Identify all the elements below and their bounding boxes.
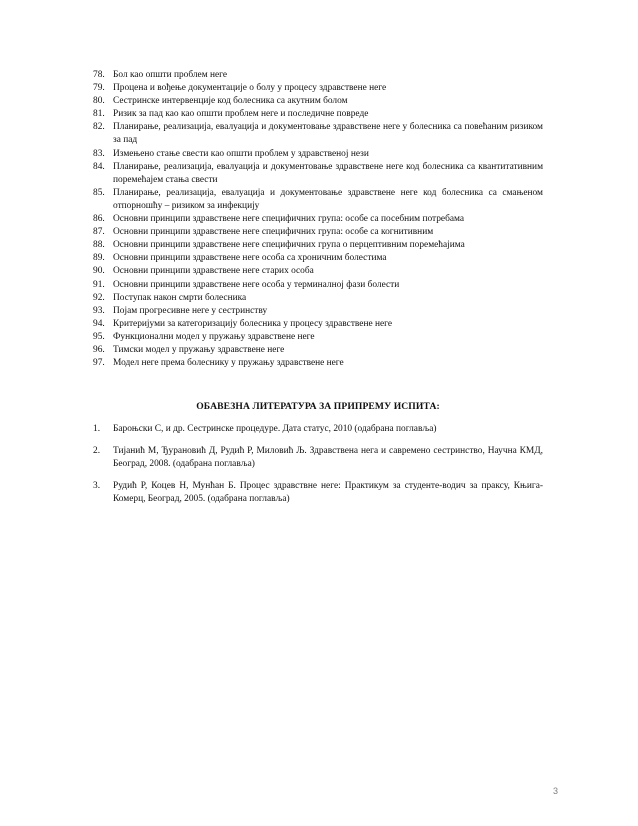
item-text: Планирање, реализација, евалуација и документовање здравствене неге код болесника са смањеном отпорношћу – ризиком за инфекцију [113, 187, 543, 211]
item-number: 91. [93, 279, 105, 290]
list-item [93, 213, 543, 226]
list-item [93, 108, 543, 121]
item-text: Тимски модел у пружању здравствене неге [113, 344, 285, 355]
item-text: Измењено стање свести као општи проблем у здравственој нези [113, 148, 369, 159]
list-item [93, 305, 543, 318]
item-number: 82. [93, 122, 105, 133]
item-text: Процена и вођење документације о болу у процесу здравствене неге [113, 83, 387, 94]
item-number: 2. [93, 446, 101, 457]
item-number: 95. [93, 331, 105, 342]
item-number: 1. [93, 424, 101, 434]
list-item [93, 318, 543, 331]
item-number: 90. [93, 266, 105, 277]
item-text: Бол као општи проблем неге [113, 70, 228, 80]
item-number: 83. [93, 148, 105, 159]
item-number: 92. [93, 292, 105, 303]
item-number: 80. [93, 96, 105, 107]
item-number: 84. [93, 161, 105, 172]
item-number: 93. [93, 305, 105, 316]
item-number: 96. [93, 344, 105, 355]
item-text: Поступак након смрти болесника [113, 292, 247, 303]
list-item [93, 161, 543, 187]
item-number: 78. [93, 70, 105, 80]
item-number: 89. [93, 253, 105, 264]
item-text: Основни принципи здравствене неге специфичних група о перцептивним поремећајима [113, 240, 465, 251]
item-text: Модел неге према болеснику у пружању здравствене неге [113, 358, 344, 369]
list-item [93, 480, 543, 506]
item-text: Основни принципи здравствене неге старих особа [113, 266, 314, 277]
list-item [93, 187, 543, 213]
page-number: 3 [553, 786, 559, 796]
list-item [93, 265, 543, 278]
item-text: Критеријуми за категоризацију болесника у процесу здравствене неге [113, 318, 393, 329]
item-text: Ризик за пад као као општи проблем неге и последичне повреде [113, 109, 369, 120]
list-item [93, 445, 543, 471]
item-text: Функционални модел у пружању здравствене неге [113, 331, 315, 342]
item-number: 79. [93, 83, 105, 94]
item-text: Основни принципи здравствене неге специфичних група: особе са посебним потребама [113, 214, 465, 225]
literature-heading: ОБАВЕЗНА ЛИТЕРАТУРА ЗА ПРИПРЕМУ ИСПИТА: [196, 401, 440, 412]
item-text: Рудић Р, Коцев Н, Мунћан Б. Процес здравствне неге: Практикум за студенте-водич за праксу, Књига-Комерц, Београд, 2005. (одабрана поглавља) [113, 481, 543, 505]
item-number: 3. [93, 481, 101, 492]
item-number: 97. [93, 358, 105, 369]
item-text: Основни принципи здравствене неге специфичних група: особе са когнитивним [113, 227, 434, 238]
item-text: Основни принципи здравствене неге особа са хроничним болестима [113, 253, 387, 264]
list-item [93, 252, 543, 265]
item-text: Сестринске интервенције код болесника са акутним болом [113, 96, 348, 107]
list-item [93, 357, 543, 370]
list-item [93, 95, 543, 108]
list-item [93, 239, 543, 252]
list-item [93, 279, 543, 292]
list-item [93, 292, 543, 305]
item-text: Тијанић М, Ђурановић Д, Рудић Р, Миловић Љ. Здравствена нега и савремено сестринство, Научна КМД, Београд, 2008. (одабрана поглавља) [113, 446, 543, 470]
literature-list [93, 423, 543, 515]
item-text: Појам прогресивне неге у сестринству [113, 305, 268, 316]
item-number: 86. [93, 214, 105, 225]
item-number: 85. [93, 187, 105, 198]
list-item [93, 69, 543, 82]
item-number: 87. [93, 227, 105, 238]
exam-topics-list [93, 69, 543, 370]
list-item [93, 82, 543, 95]
list-item [93, 331, 543, 344]
list-item [93, 148, 543, 161]
item-number: 81. [93, 109, 105, 120]
list-item [93, 121, 543, 147]
item-number: 88. [93, 240, 105, 251]
list-item [93, 344, 543, 357]
list-item [93, 423, 543, 436]
item-text: Бароњски С, и др. Сестринске процедуре. Дата статус, 2010 (одабрана поглавља) [113, 424, 437, 434]
item-text: Планирање, реализација, евалуација и документовање здравствене неге код болесника са квантитативним поремећајем стања свести [113, 161, 543, 185]
item-text: Основни принципи здравствене неге особа у терминалној фази болести [113, 279, 400, 290]
item-text: Планирање, реализација, евалуација и документовање здравствене неге у болесника са повећаним ризиком за пад [113, 122, 543, 146]
list-item [93, 226, 543, 239]
item-number: 94. [93, 318, 105, 329]
